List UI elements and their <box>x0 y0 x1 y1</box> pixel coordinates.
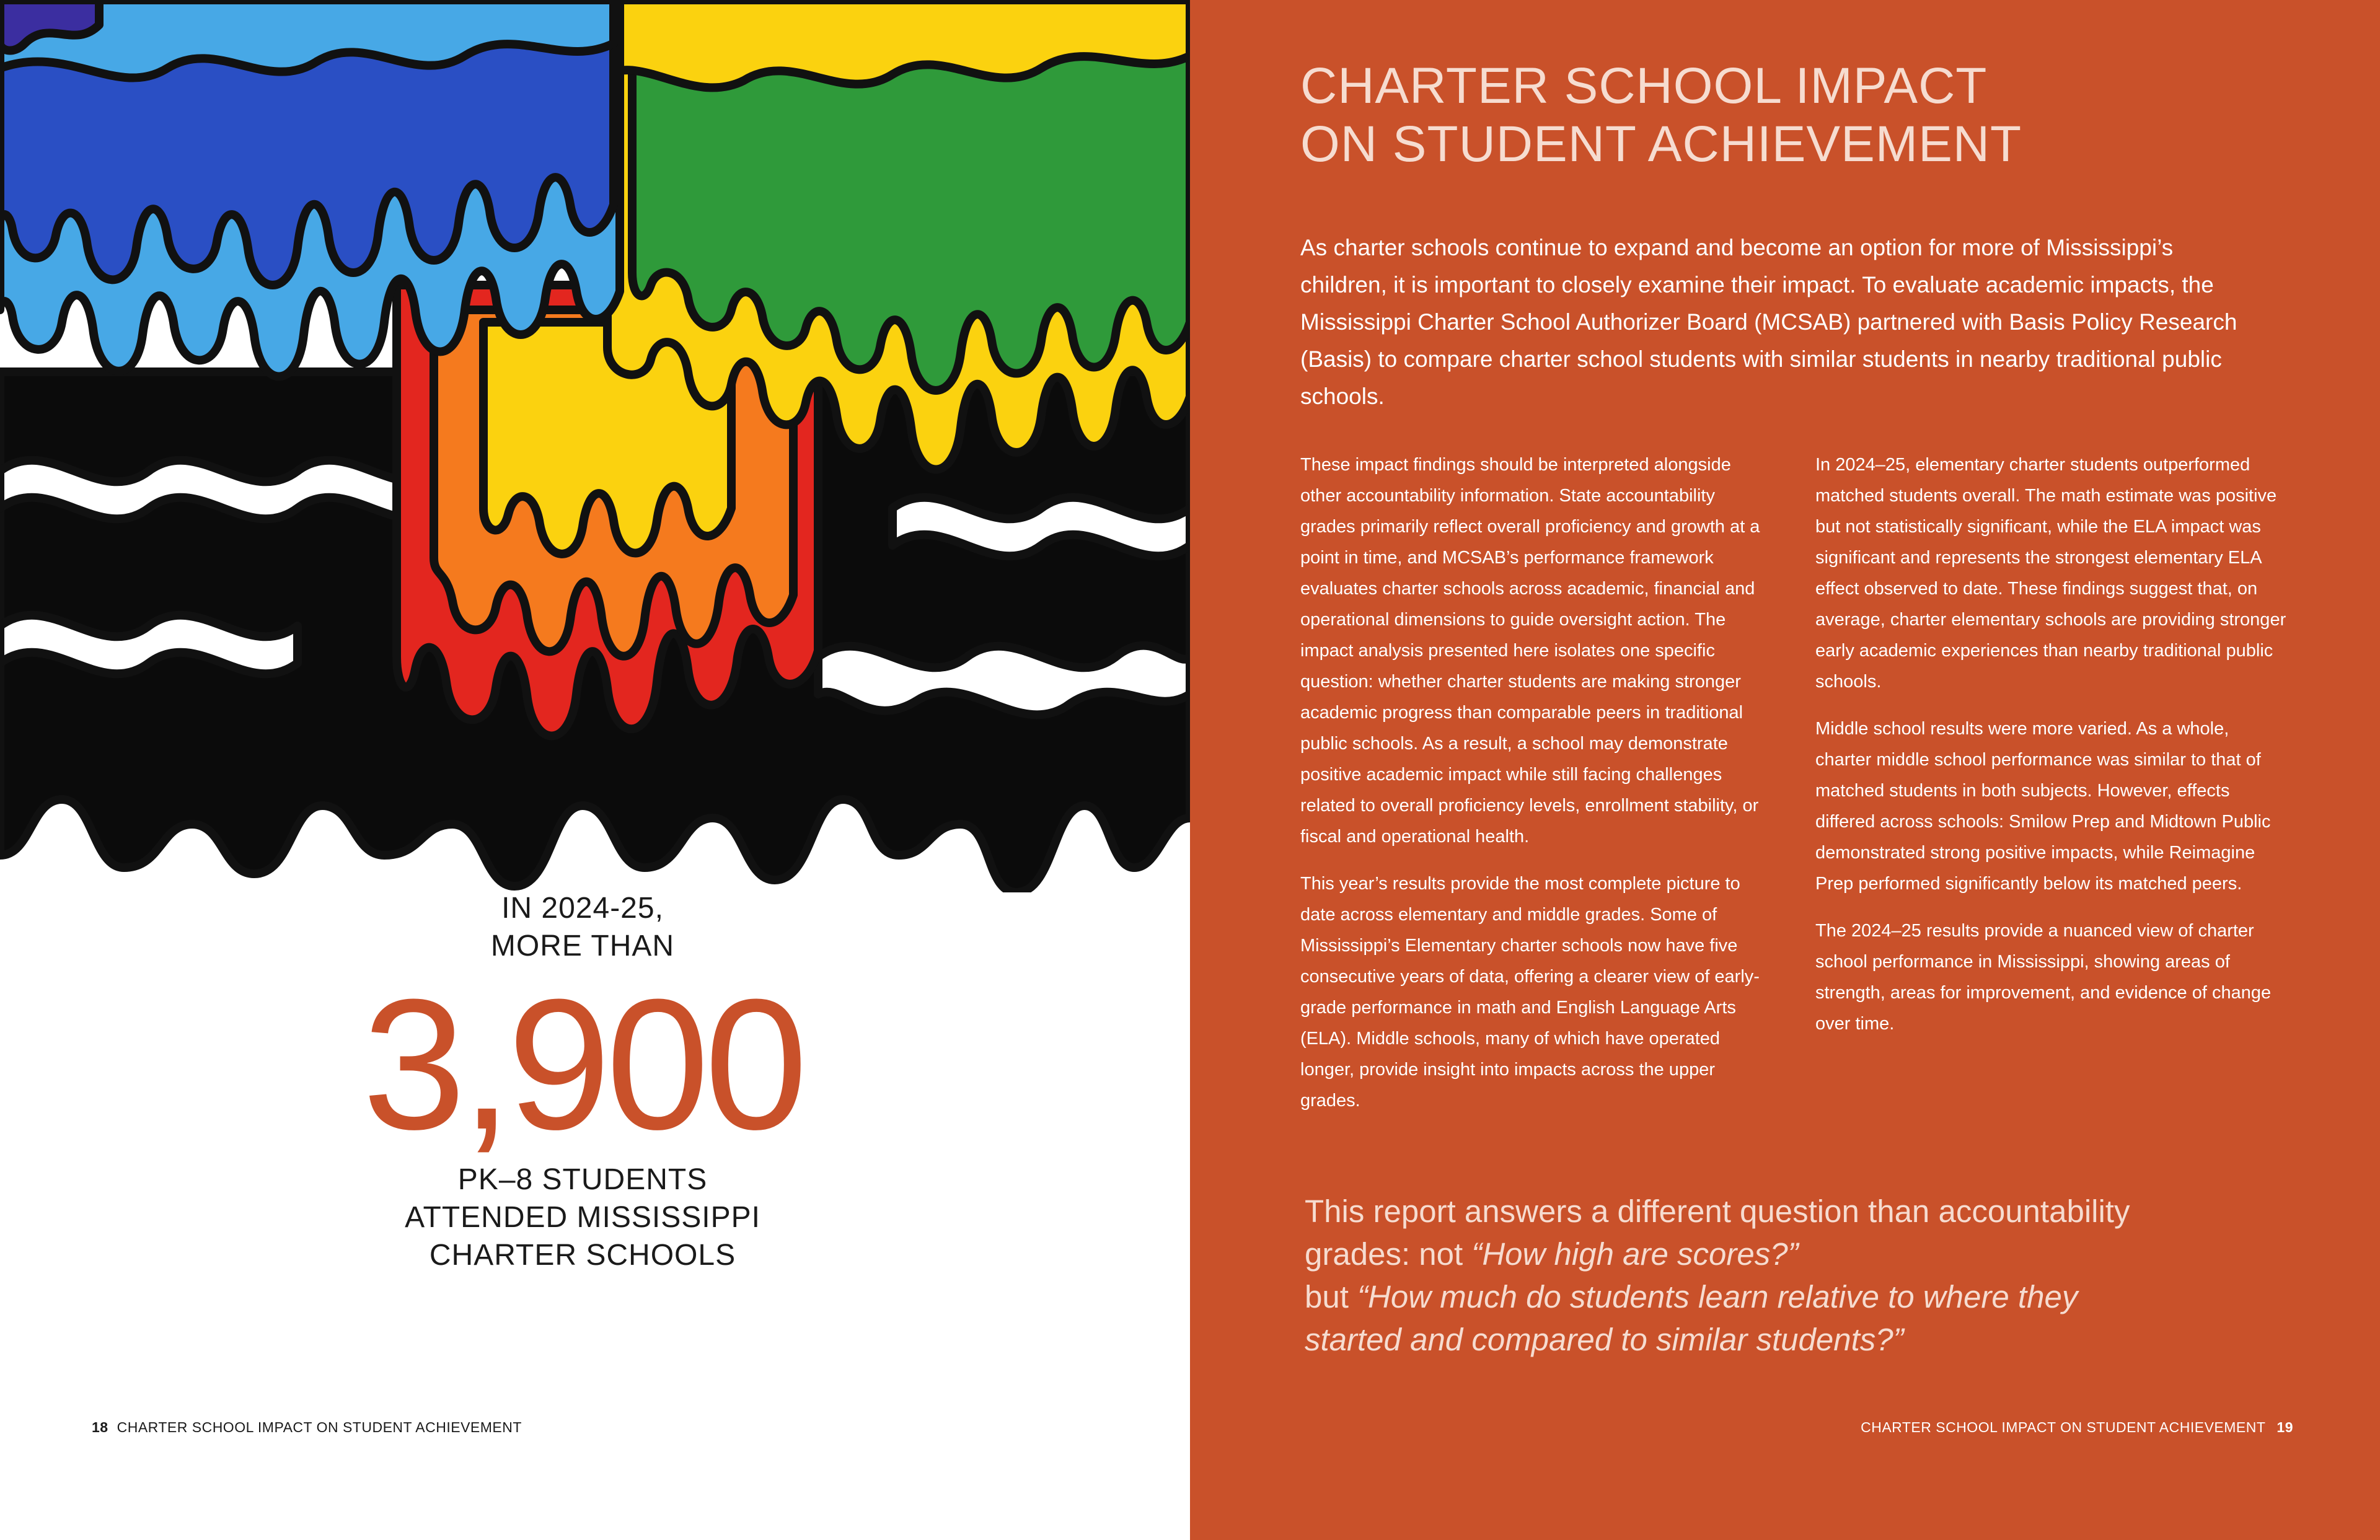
stat-callout <box>267 883 899 1274</box>
pull-quote <box>1305 1190 2172 1361</box>
callout-tail-line: ATTENDED MISSISSIPPI <box>405 1201 760 1234</box>
page-number-right: 19 <box>2276 1419 2293 1435</box>
folio-right <box>1861 1419 2293 1436</box>
body-paragraph: These impact findings should be interpreted alongside other accountability information. State accountability grades primarily reflect overall proficiency and growth at a point in time, and MCSAB’s performance framework evaluates charter schools across academic, financial and operational dimensions to guide oversight action. The impact analysis presented here isolates one specific question: whether charter students are making stronger academic progress than comparable peers in traditional public schools. As a result, a school may demonstrate positive academic impact while still facing challenges related to overall proficiency levels, enrollment stability, or fiscal and operational health. <box>1300 455 1760 847</box>
pull-quote-text: but <box>1305 1279 1358 1314</box>
callout-tail <box>267 1161 899 1274</box>
page-title-line: ON STUDENT ACHIEVEMENT <box>1300 116 2022 172</box>
pull-quote-question: “How high are scores?” <box>1471 1236 1799 1272</box>
pull-quote-text: This report answers a different question than accountability grades: not <box>1305 1194 2130 1272</box>
body-paragraph: This year’s results provide the most complete picture to date across elementary and middle grades. Some of Mississippi’s Elementary charter schools now have five consecutive years of data, offering a clearer view of early-grade performance in math and English Language Arts (ELA). Middle schools, many of which have operated longer, provide insight into impacts across the upper grades. <box>1300 874 1760 1111</box>
running-head-right: CHARTER SCHOOL IMPACT ON STUDENT ACHIEVEMENT <box>1861 1419 2266 1435</box>
page-title <box>1300 57 2106 174</box>
body-column-right <box>1815 449 2286 1055</box>
callout-tail-line: CHARTER SCHOOLS <box>429 1239 736 1272</box>
pull-quote-question: “How much do students learn relative to where they started and compared to similar students?” <box>1305 1279 2078 1357</box>
body-paragraph: Middle school results were more varied. As a whole, charter middle school performance was similar to that of matched students in both subjects. However, effects differed across schools: Smilow Prep and Midtown Public demonstrated strong positive impacts, while Reimagine Prep performed significantly below its matched peers. <box>1815 719 2271 894</box>
callout-lead-line: IN 2024-25, <box>501 892 664 925</box>
callout-big-number: 3,900 <box>362 960 803 1168</box>
body-column-left <box>1300 449 1771 1132</box>
callout-tail-line: PK–8 STUDENTS <box>457 1163 708 1196</box>
callout-lead <box>267 889 899 965</box>
callout-lead-line: MORE THAN <box>490 930 675 962</box>
dripping-paint-illustration <box>0 0 1190 892</box>
folio-left <box>92 1419 522 1436</box>
page-title-line: CHARTER SCHOOL IMPACT <box>1300 58 1988 114</box>
body-paragraph: The 2024–25 results provide a nuanced view of charter school performance in Mississippi, showing areas of strength, areas for improvement, and evidence of change over time. <box>1815 921 2272 1034</box>
body-paragraph: In 2024–25, elementary charter students outperformed matched students overall. The math estimate was positive but not statistically significant, while the ELA impact was significant and represents the strongest elementary ELA effect observed to date. These findings suggest that, on average, charter elementary schools are providing stronger early academic experiences than nearby traditional public schools. <box>1815 455 2286 692</box>
intro-paragraph: As charter schools continue to expand and become an option for more of Mississippi’s children, it is important to closely examine their impact. To evaluate academic impacts, the Mississippi Charter School Authorizer Board (MCSAB) partnered with Basis Policy Research (Basis) to compare charter school students with similar students in nearby traditional public schools. <box>1300 235 2237 409</box>
page-number-left: 18 <box>92 1419 108 1435</box>
running-head-left: CHARTER SCHOOL IMPACT ON STUDENT ACHIEVEMENT <box>117 1419 522 1435</box>
right-page <box>1190 0 2380 1540</box>
